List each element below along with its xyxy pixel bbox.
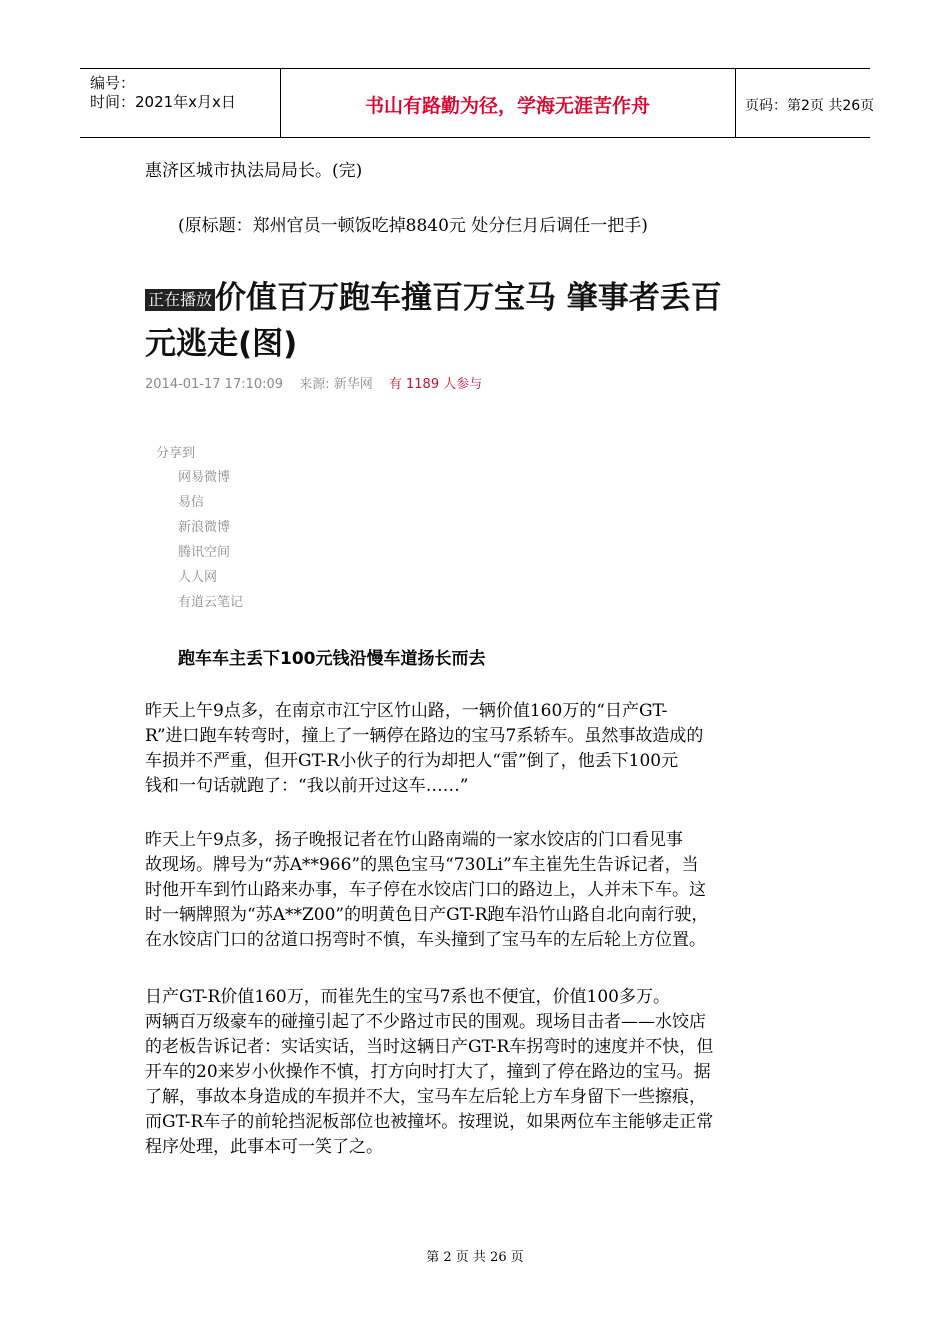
share-item-sina-weibo[interactable]: 新浪微博 bbox=[178, 520, 231, 535]
paragraph-line: 两辆百万级豪车的碰撞引起了不少路过市民的围观。现场目击者——水饺店 bbox=[145, 1012, 706, 1032]
share-item-youdao-note[interactable]: 有道云笔记 bbox=[178, 595, 244, 610]
share-item-yixin[interactable]: 易信 bbox=[178, 495, 205, 510]
previous-article-end: 惠济区城市执法局局长。(完) bbox=[145, 161, 363, 181]
share-item-netease-weibo[interactable]: 网易微博 bbox=[178, 470, 231, 485]
paragraph-line: 昨天上午9点多，扬子晚报记者在竹山路南端的一家水饺店的门口看见事 bbox=[145, 830, 683, 850]
article-title-block bbox=[145, 275, 825, 367]
header-left-cell bbox=[80, 69, 281, 137]
publish-datetime: 2014-01-17 17:10:09 bbox=[145, 377, 284, 392]
page-footer: 第 2 页 共 26 页 bbox=[426, 1250, 524, 1265]
paragraph-line: R”进口跑车转弯时，撞上了一辆停在路边的宝马7系轿车。虽然事故造成的 bbox=[145, 726, 704, 746]
share-label: 分享到 bbox=[156, 446, 196, 461]
time-label: 时间：2021年x月x日 bbox=[90, 93, 236, 111]
paragraph-2 bbox=[145, 828, 800, 953]
paragraph-line: 而GT-R车子的前轮挡泥板部位也被撞坏。按理说，如果两位车主能够走正常 bbox=[145, 1112, 714, 1132]
header-right-cell bbox=[735, 69, 875, 137]
title-line-2: 元逃走(图) bbox=[145, 326, 298, 362]
paragraph-line: 开车的20来岁小伙操作不慎，打方向时打大了，撞到了停在路边的宝马。据 bbox=[145, 1062, 711, 1082]
paragraph-line: 日产GT-R价值160万，而崔先生的宝马7系也不便宜，价值100多万。 bbox=[145, 987, 670, 1007]
header-page-info: 页码：第2页 共26页 bbox=[745, 98, 875, 114]
code-label: 编号： bbox=[90, 74, 136, 92]
article-title bbox=[145, 275, 825, 367]
participant-count[interactable]: 有 1189 人参与 bbox=[388, 377, 483, 392]
paragraph-line: 了解，事故本身造成的车损并不大，宝马车左后轮上方车身留下一些擦痕， bbox=[145, 1087, 706, 1107]
article-meta bbox=[145, 373, 482, 392]
paragraph-line: 的老板告诉记者：实话实话，当时这辆日产GT-R车拐弯时的速度并不快，但 bbox=[145, 1037, 714, 1057]
document-header bbox=[80, 68, 875, 138]
paragraph-line: 程序处理，此事本可一笑了之。 bbox=[145, 1137, 383, 1157]
header-middle-cell bbox=[280, 69, 736, 137]
original-title-note: (原标题：郑州官员一顿饭吃掉8840元 处分仨月后调任一把手) bbox=[178, 216, 648, 236]
paragraph-1 bbox=[145, 699, 800, 799]
now-playing-badge[interactable]: 正在播放 bbox=[145, 289, 215, 311]
paragraph-line: 车损并不严重，但开GT-R小伙子的行为却把人“雷”倒了，他丢下100元 bbox=[145, 751, 679, 771]
title-line-1: 价值百万跑车撞百万宝马 肇事者丢百 bbox=[215, 280, 722, 316]
article-source: 来源: 新华网 bbox=[299, 377, 373, 392]
paragraph-line: 时他开车到竹山路来办事，车子停在水饺店门口的路边上，人并未下车。这 bbox=[145, 880, 706, 900]
header-motto: 书山有路勤为径，学海无涯苦作舟 bbox=[364, 95, 650, 117]
share-item-renren[interactable]: 人人网 bbox=[178, 570, 218, 585]
paragraph-line: 时一辆牌照为“苏A**Z00”的明黄色日产GT-R跑车沿竹山路自北向南行驶， bbox=[145, 905, 709, 925]
paragraph-3 bbox=[145, 985, 800, 1160]
paragraph-line: 钱和一句话就跑了：“我以前开过这车……” bbox=[145, 776, 469, 796]
article-subheading: 跑车车主丢下100元钱沿慢车道扬长而去 bbox=[178, 649, 486, 669]
paragraph-line: 故现场。牌号为“苏A**966”的黑色宝马“730Li”车主崔先生告诉记者，当 bbox=[145, 855, 699, 875]
share-item-tencent-qzone[interactable]: 腾讯空间 bbox=[178, 545, 231, 560]
paragraph-line: 昨天上午9点多，在南京市江宁区竹山路，一辆价值160万的“日产GT- bbox=[145, 701, 668, 721]
paragraph-line: 在水饺店门口的岔道口拐弯时不慎，车头撞到了宝马车的左后轮上方位置。 bbox=[145, 930, 706, 950]
